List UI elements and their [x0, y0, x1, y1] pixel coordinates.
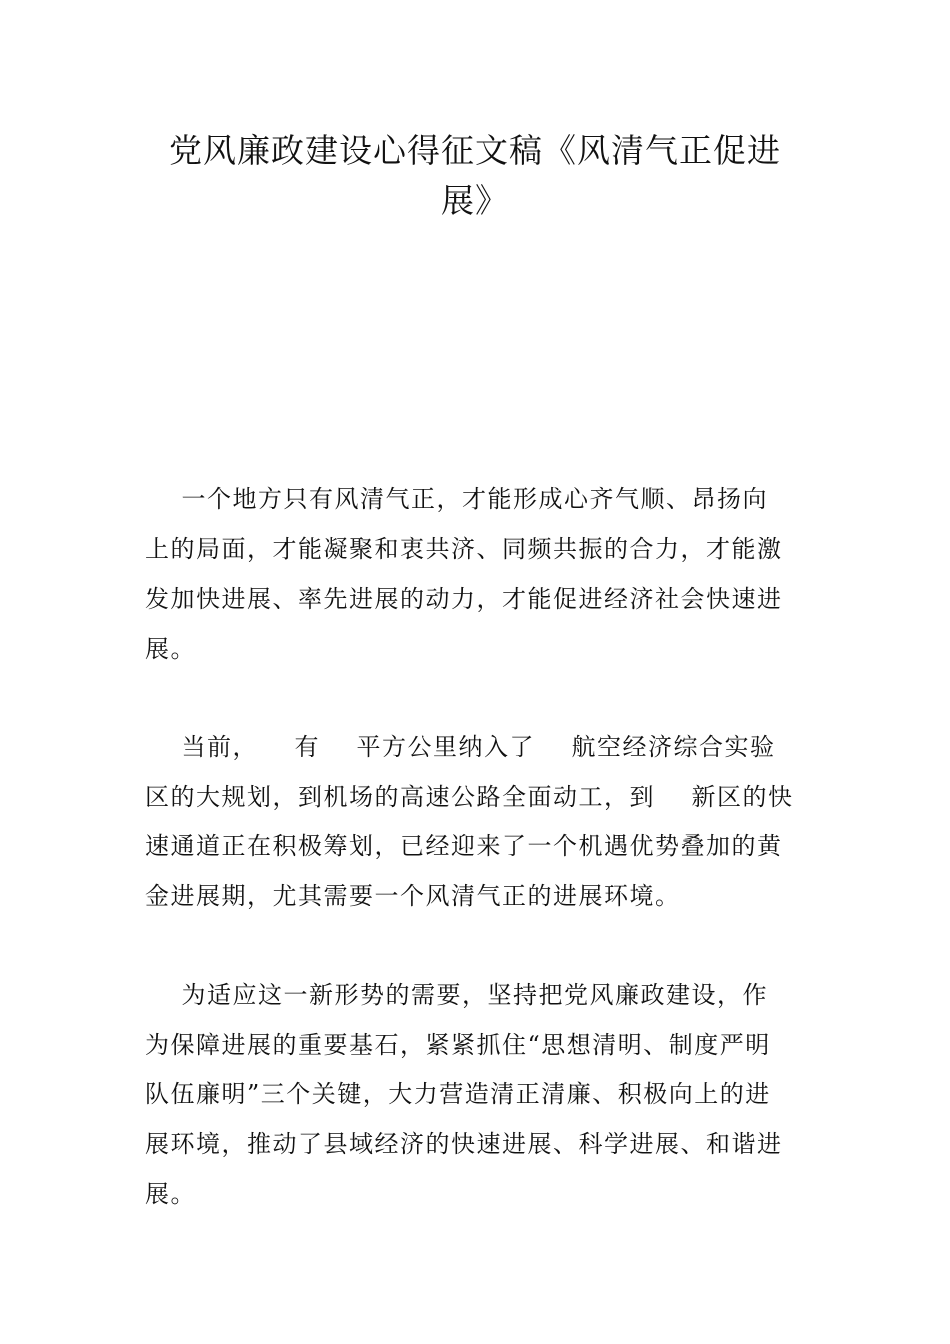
paragraph-line: 上的局面，才能凝聚和衷共济、同频共振的合力，才能激	[145, 535, 783, 563]
title-line: 展》	[441, 181, 509, 220]
paragraph-line: 一个地方只有风清气正，才能形成心齐气顺、昂扬向	[145, 485, 769, 513]
paragraph-line: 区的大规划，到机场的高速公路全面动工，到 新区的快	[145, 783, 794, 811]
paragraph-line: 队伍廉明”三个关键，大力营造清正清廉、积极向上的进	[145, 1080, 771, 1108]
title-line: 党风廉政建设心得征文稿《风清气正促进	[169, 131, 781, 170]
paragraph-line: 为适应这一新形势的需要，坚持把党风廉政建设，作	[145, 981, 769, 1009]
paragraph-line: 展。	[145, 1180, 196, 1208]
paragraph-line: 当前， 有 平方公里纳入了 航空经济综合实验	[145, 733, 776, 761]
paragraph-line: 速通道正在积极筹划，已经迎来了一个机遇优势叠加的黄	[145, 832, 783, 860]
paragraph-line: 展环境，推动了县域经济的快速进展、科学进展、和谐进	[145, 1130, 783, 1158]
document-title	[140, 126, 810, 226]
paragraph-line: 展。	[145, 635, 196, 663]
paragraph-line: 发加快进展、率先进展的动力，才能促进经济社会快速进	[145, 585, 783, 613]
paragraph-line: 金进展期，尤其需要一个风清气正的进展环境。	[145, 882, 681, 910]
paragraph-line: 为保障进展的重要基石，紧紧抓住“思想清明、制度严明	[145, 1031, 771, 1059]
